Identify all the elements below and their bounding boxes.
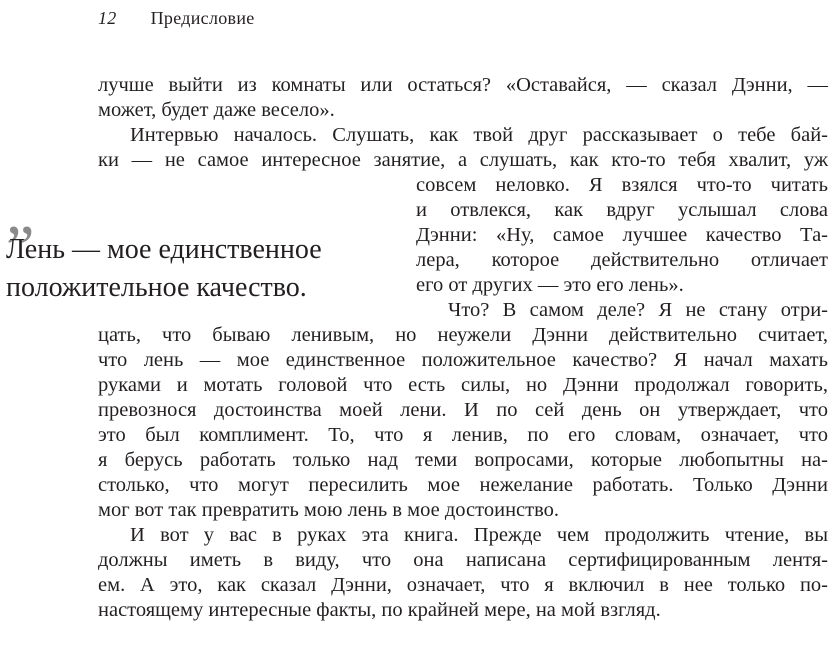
body-line: настоящему интересные факты, по крайней мере, на мой взгляд. [98,599,661,621]
body-line: И вот у вас в руках эта книга. Прежде чем продолжить чтение, вы [130,524,828,546]
pull-quote-line: Лень — мое единственное [6,234,322,265]
body-line: что лень — мое единственное положительное качество? Я начал махать [98,349,828,371]
body-line: его от других — это его лень». [416,274,684,296]
body-line: цать, что бываю ленивым, но неужели Дэнни действительно считает, [98,324,828,346]
section-title: Предисловие [150,8,255,28]
running-header [98,8,255,29]
body-line: Дэнни: «Ну, самое лучшее качество Та- [416,224,828,246]
quote-mark-icon: „ [6,176,35,247]
body-line: я берусь работать только над теми вопросами, которые любопытны на- [98,449,828,471]
body-line: Что? В самом деле? Я не стану отри- [448,299,828,321]
page-number: 12 [98,8,117,28]
body-line: столько, что могут пересилить мое нежелание работать. Только Дэнни [98,474,828,496]
body-line: лучше выйти из комнаты или остаться? «Оставайся, — сказал Дэнни, — [98,74,828,96]
body-line: лера, которое действительно отличает [416,249,828,271]
body-line: Интервью началось. Слушать, как твой друг рассказывает о тебе бай- [130,124,828,146]
body-line: руками и мотать головой что есть силы, но Дэнни продолжал говорить, [98,374,828,396]
body-line: должны иметь в виду, что она написана сертифицированным лентя- [98,549,828,571]
body-line: ем. А это, как сказал Дэнни, означает, что я включил в нее только по- [98,574,828,596]
body-line: может, будет даже весело». [98,99,335,121]
body-line: это был комплимент. То, что я ленив, по его словам, означает, что [98,424,828,446]
body-line: совсем неловко. Я взялся что-то читать [416,174,828,196]
body-line: ки — не самое интересное занятие, а слушать, как кто-то тебя хвалит, уж [98,149,828,171]
pull-quote-line: положительное качество. [6,272,307,303]
body-line: и отвлекся, как вдруг услышал слова [416,199,828,221]
body-line: мог вот так превратить мою лень в мое достоинство. [98,499,560,521]
body-line: превознося достоинства моей лени. И по сей день он утверждает, что [98,399,828,421]
